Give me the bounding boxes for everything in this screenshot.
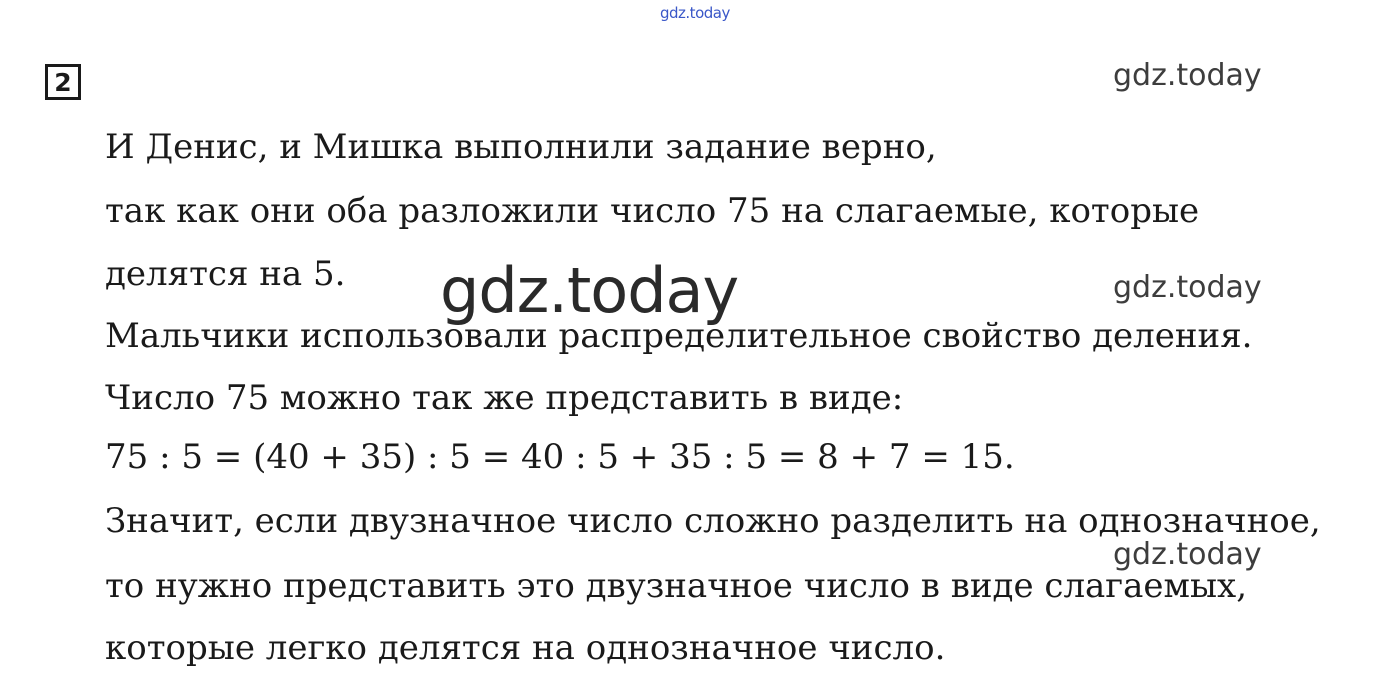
solution-line-3: делятся на 5. bbox=[105, 254, 346, 294]
task-number: 2 bbox=[54, 67, 72, 97]
side-watermark-3: gdz.today bbox=[1113, 537, 1262, 572]
solution-line-5: Число 75 можно так же представить в виде: bbox=[105, 378, 904, 418]
solution-line-7: Значит, если двузначное число сложно разделить на однозначное, bbox=[105, 501, 1321, 541]
solution-line-2: так как они оба разложили число 75 на слагаемые, которые bbox=[105, 191, 1200, 231]
side-watermark-2: gdz.today bbox=[1113, 270, 1262, 305]
center-watermark: gdz.today bbox=[440, 254, 739, 327]
solution-line-8: то нужно представить это двузначное число в виде слагаемых, bbox=[105, 566, 1248, 606]
solution-line-9: которые легко делятся на однозначное число. bbox=[105, 628, 946, 668]
solution-line-4: Мальчики использовали распределительное свойство деления. bbox=[105, 316, 1253, 356]
top-watermark: gdz.today bbox=[660, 4, 730, 22]
side-watermark-1: gdz.today bbox=[1113, 58, 1262, 93]
solution-line-1: И Денис, и Мишка выполнили задание верно, bbox=[105, 127, 937, 167]
solution-equation: 75 : 5 = (40 + 35) : 5 = 40 : 5 + 35 : 5 = 8 + 7 = 15. bbox=[105, 437, 1015, 477]
task-number-badge bbox=[45, 64, 81, 100]
